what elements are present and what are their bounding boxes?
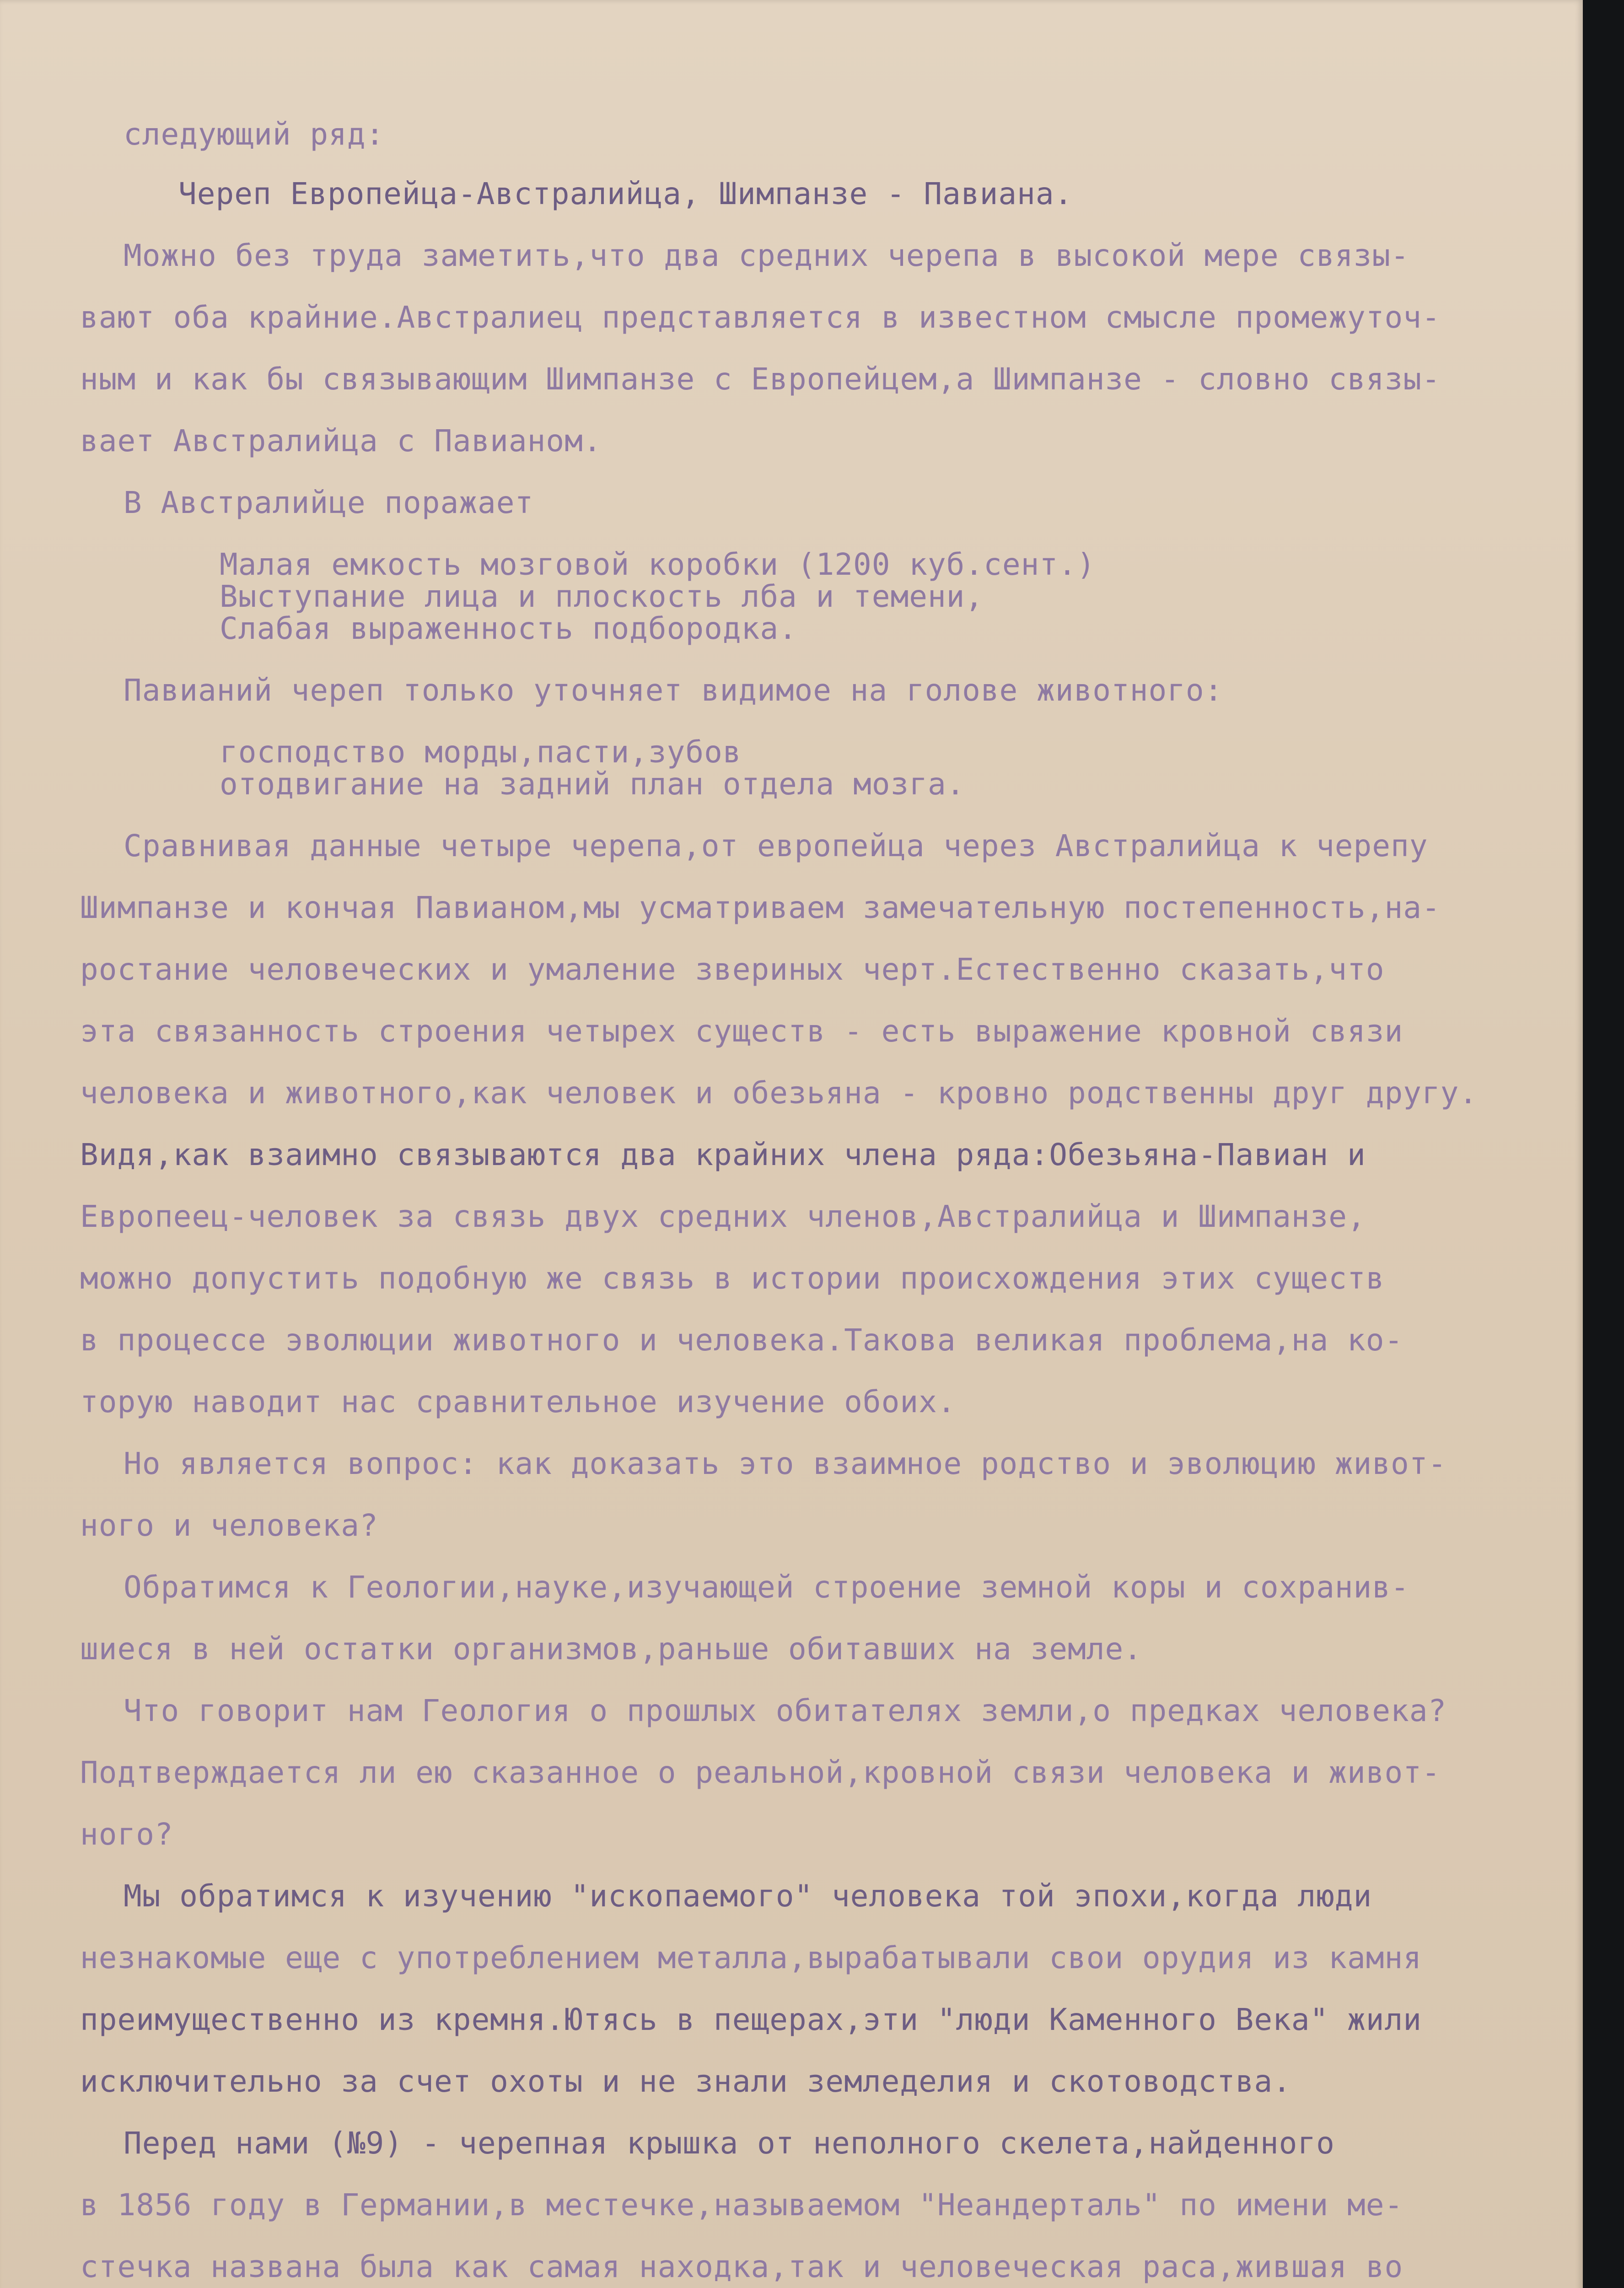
- text-line: ного и человека?: [80, 1508, 378, 1543]
- text-line: человека и животного,как человек и обезьяна - кровно родственны друг другу.: [80, 1075, 1478, 1111]
- text-line: Подтверждается ли ею сказанное о реальной,кровной связи человека и живот-: [80, 1755, 1441, 1790]
- text-line: В Австралийце поражает: [124, 485, 534, 520]
- text-line: вает Австралийца с Павианом.: [80, 423, 602, 459]
- text-line: Но является вопрос: как доказать это взаимное родство и эволюцию живот-: [124, 1446, 1447, 1481]
- text-line: ным и как бы связывающим Шимпанзе с Европейцем,а Шимпанзе - словно связы-: [80, 362, 1441, 397]
- text-line: Малая емкость мозговой коробки (1200 куб.сент.): [220, 547, 1096, 582]
- text-line: Перед нами (№9) - черепная крышка от неполного скелета,найденного: [124, 2126, 1335, 2161]
- text-line: ростание человеческих и умаление звериных черт.Естественно сказать,что: [80, 952, 1385, 987]
- text-line: незнакомые еще с употреблением металла,вырабатывали свои орудия из камня: [80, 1940, 1422, 1975]
- text-line: Можно без труда заметить,что два средних черепа в высокой мере связы-: [124, 238, 1409, 273]
- text-line: в 1856 году в Германии,в местечке,называемом "Неандерталь" по имени ме-: [80, 2187, 1404, 2223]
- text-line: Что говорит нам Геология о прошлых обитателях земли,о предках человека?: [124, 1693, 1447, 1728]
- text-line: вают оба крайние.Австралиец представляется в известном смысле промежуточ-: [80, 300, 1441, 335]
- text-line: преимущественно из кремня.Ютясь в пещерах,эти "люди Каменного Века" жили: [80, 2002, 1422, 2037]
- text-line: Слабая выраженность подбородка.: [220, 611, 797, 646]
- text-line: Павианий череп только уточняет видимое на голове животного:: [124, 673, 1223, 708]
- text-line: Выступание лица и плоскость лба и темени,: [220, 579, 984, 614]
- text-line: исключительно за счет охоты и не знали земледелия и скотоводства.: [80, 2064, 1291, 2099]
- text-line: в процессе эволюции животного и человека.Такова великая проблема,на ко-: [80, 1322, 1404, 1358]
- text-line: Мы обратимся к изучению "ископаемого" человека той эпохи,когда люди: [124, 1878, 1372, 1914]
- text-line: эта связанность строения четырех существ - есть выражение кровной связи: [80, 1014, 1404, 1049]
- text-line: Шимпанзе и кончая Павианом,мы усматриваем замечательную постепенность,на-: [80, 890, 1441, 925]
- text-line: Европеец-человек за связь двух средних членов,Австралийца и Шимпанзе,: [80, 1199, 1366, 1234]
- text-line: шиеся в ней остатки организмов,раньше обитавших на земле.: [80, 1631, 1142, 1667]
- text-line: следующий ряд:: [124, 117, 385, 152]
- text-line: отодвигание на задний план отдела мозга.: [220, 766, 965, 802]
- text-line: Видя,как взаимно связываются два крайних члена ряда:Обезьяна-Павиан и: [80, 1137, 1366, 1172]
- text-line: Череп Европейца-Австралийца, Шимпанзе - Павиана.: [178, 176, 1073, 211]
- text-line: можно допустить подобную же связь в истории происхождения этих существ: [80, 1261, 1385, 1296]
- text-line: Обратимся к Геологии,науке,изучающей строение земной коры и сохранив-: [124, 1570, 1409, 1605]
- text-line: ного?: [80, 1817, 173, 1852]
- text-line: господство морды,пасти,зубов: [220, 734, 742, 770]
- text-line: Сравнивая данные четыре черепа,от европейца через Австралийца к черепу: [124, 828, 1428, 863]
- text-line: стечка названа была как самая находка,так и человеческая раса,жившая во: [80, 2249, 1404, 2284]
- scan-background-edge: [1583, 0, 1624, 2288]
- text-line: торую наводит нас сравнительное изучение обоих.: [80, 1384, 956, 1419]
